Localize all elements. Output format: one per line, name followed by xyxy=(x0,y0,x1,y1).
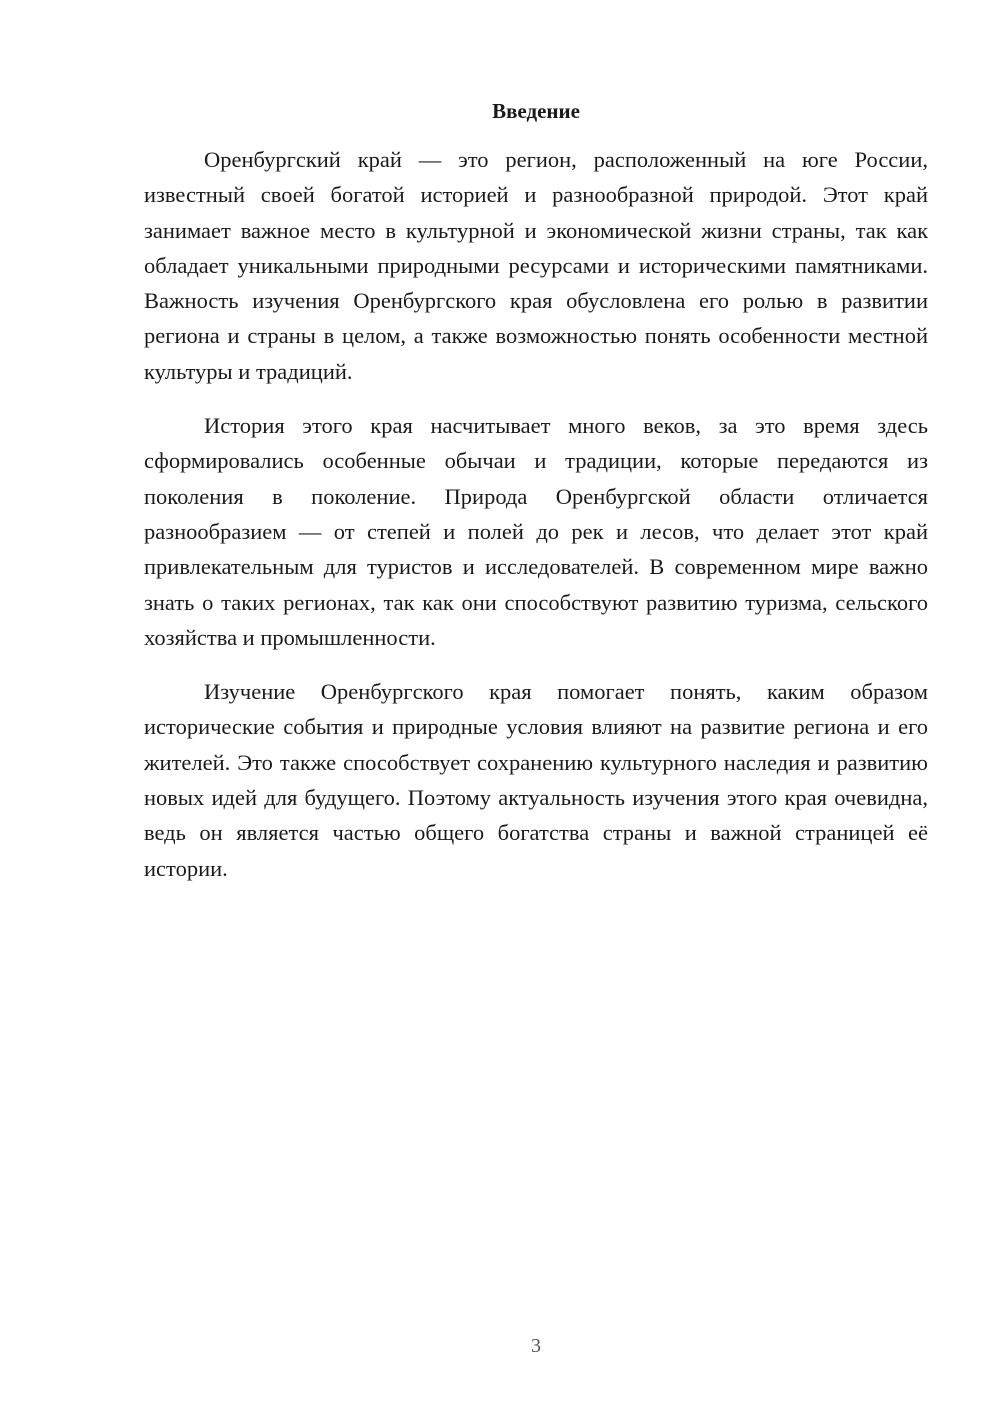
paragraph-3: Изучение Оренбургского края помогает понять, каким образом исторические события и природные условия влияют на развитие региона и его жителей. Это также способствует сохранению культурного наследия и развитию новых идей для будущего. Поэтому актуальность изучения этого края очевидна, ведь он является частью общего богатства страны и важной страницей её истории. xyxy=(144,679,928,881)
body-text xyxy=(144,142,928,905)
section-heading: Введение xyxy=(492,99,580,123)
page-number: 3 xyxy=(531,1335,541,1357)
paragraph-2: История этого края насчитывает много веков, за это время здесь сформировались особенные обычаи и традиции, которые передаются из поколения в поколение. Природа Оренбургской области отличается разнообразием — от степей и полей до рек и лесов, что делает этот край привлекательным для туристов и исследователей. В современном мире важно знать о таких регионах, так как они способствуют развитию туризма, сельского хозяйства и промышленности. xyxy=(144,413,928,650)
paragraph-1: Оренбургский край — это регион, расположенный на юге России, известный своей богатой историей и разнообразной природой. Этот край занимает важное место в культурной и экономической жизни страны, так как обладает уникальными природными ресурсами и историческими памятниками. Важность изучения Оренбургского края обусловлена его ролью в развитии региона и страны в целом, а также возможностью понять особенности местной культуры и традиций. xyxy=(144,147,928,384)
